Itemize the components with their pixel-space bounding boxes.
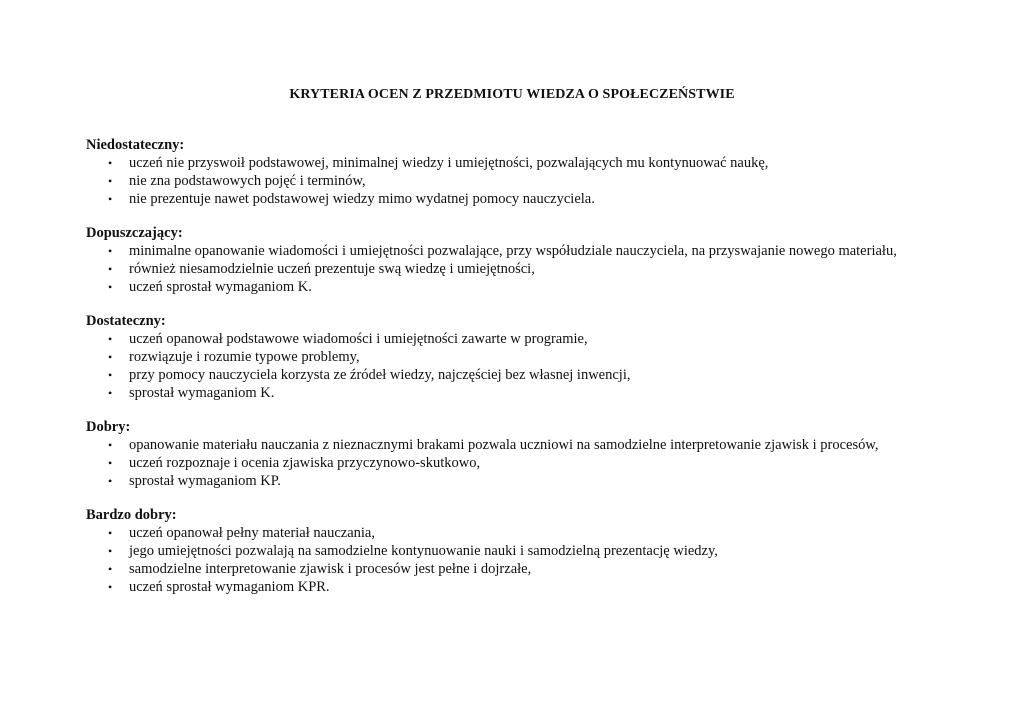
bullet-icon: • [108,350,113,364]
criteria-item [86,172,986,190]
criteria-text: również niesamodzielnie uczeń prezentuje swą wiedzę i umiejętności, [129,261,535,277]
bullet-icon: • [108,438,113,452]
criteria-text: minimalne opanowanie wiadomości i umiejętności pozwalające, przy współudziale nauczyciela, na przyswajanie nowego materiału, [129,243,897,259]
criteria-item [86,560,986,578]
bullet-icon: • [108,474,113,488]
criteria-text: uczeń sprostał wymaganiom K. [129,279,312,295]
criteria-list [86,242,986,296]
criteria-list [86,436,986,490]
grade-heading: Dobry: [86,419,131,435]
bullet-icon: • [108,244,113,258]
criteria-text: uczeń rozpoznaje i ocenia zjawiska przyczynowo-skutkowo, [129,455,481,471]
criteria-text: samodzielne interpretowanie zjawisk i procesów jest pełne i dojrzałe, [129,561,532,577]
criteria-text: uczeń nie przyswoił podstawowej, minimalnej wiedzy i umiejętności, pozwalających mu kontynuować naukę, [129,155,769,171]
criteria-item [86,330,986,348]
grade-heading: Dopuszczający: [86,225,183,241]
criteria-item [86,454,986,472]
criteria-item [86,242,986,260]
bullet-icon: • [108,192,113,206]
criteria-item [86,472,986,490]
grade-section [86,418,986,490]
criteria-item [86,366,986,384]
grade-heading: Dostateczny: [86,313,166,329]
grade-section [86,506,986,596]
criteria-item [86,524,986,542]
criteria-content [86,136,986,612]
bullet-icon: • [108,386,113,400]
bullet-icon: • [108,262,113,276]
criteria-text: nie zna podstawowych pojęć i terminów, [129,173,366,189]
bullet-icon: • [108,280,113,294]
grade-section [86,312,986,402]
criteria-text: nie prezentuje nawet podstawowej wiedzy mimo wydatnej pomocy nauczyciela. [129,191,595,207]
criteria-list [86,330,986,402]
bullet-icon: • [108,526,113,540]
bullet-icon: • [108,368,113,382]
criteria-text: jego umiejętności pozwalają na samodzielne kontynuowanie nauki i samodzielną prezentację wiedzy, [129,543,718,559]
criteria-text: uczeń sprostał wymaganiom KPR. [129,579,330,595]
grade-section [86,136,986,208]
criteria-text: sprostał wymaganiom KP. [129,473,281,489]
criteria-text: przy pomocy nauczyciela korzysta ze źródeł wiedzy, najczęściej bez własnej inwencji, [129,367,631,383]
criteria-item [86,260,986,278]
bullet-icon: • [108,580,113,594]
bullet-icon: • [108,562,113,576]
criteria-text: uczeń opanował pełny materiał nauczania, [129,525,375,541]
criteria-item [86,542,986,560]
criteria-text: sprostał wymaganiom K. [129,385,275,401]
criteria-text: uczeń opanował podstawowe wiadomości i umiejętności zawarte w programie, [129,331,588,347]
criteria-item [86,278,986,296]
criteria-list [86,154,986,208]
criteria-list [86,524,986,596]
criteria-item [86,578,986,596]
criteria-text: opanowanie materiału nauczania z nieznacznymi brakami pozwala uczniowi na samodzielne interpretowanie zjawisk i procesów, [129,437,879,453]
criteria-item [86,384,986,402]
bullet-icon: • [108,156,113,170]
bullet-icon: • [108,174,113,188]
criteria-item [86,190,986,208]
criteria-text: rozwiązuje i rozumie typowe problemy, [129,349,360,365]
criteria-item [86,348,986,366]
bullet-icon: • [108,332,113,346]
bullet-icon: • [108,456,113,470]
grade-heading: Bardzo dobry: [86,507,177,523]
criteria-item [86,154,986,172]
grade-section [86,224,986,296]
bullet-icon: • [108,544,113,558]
grade-heading: Niedostateczny: [86,137,185,153]
document-title: KRYTERIA OCEN Z PRZEDMIOTU WIEDZA O SPOŁECZEŃSTWIE [289,87,735,102]
criteria-item [86,436,986,454]
